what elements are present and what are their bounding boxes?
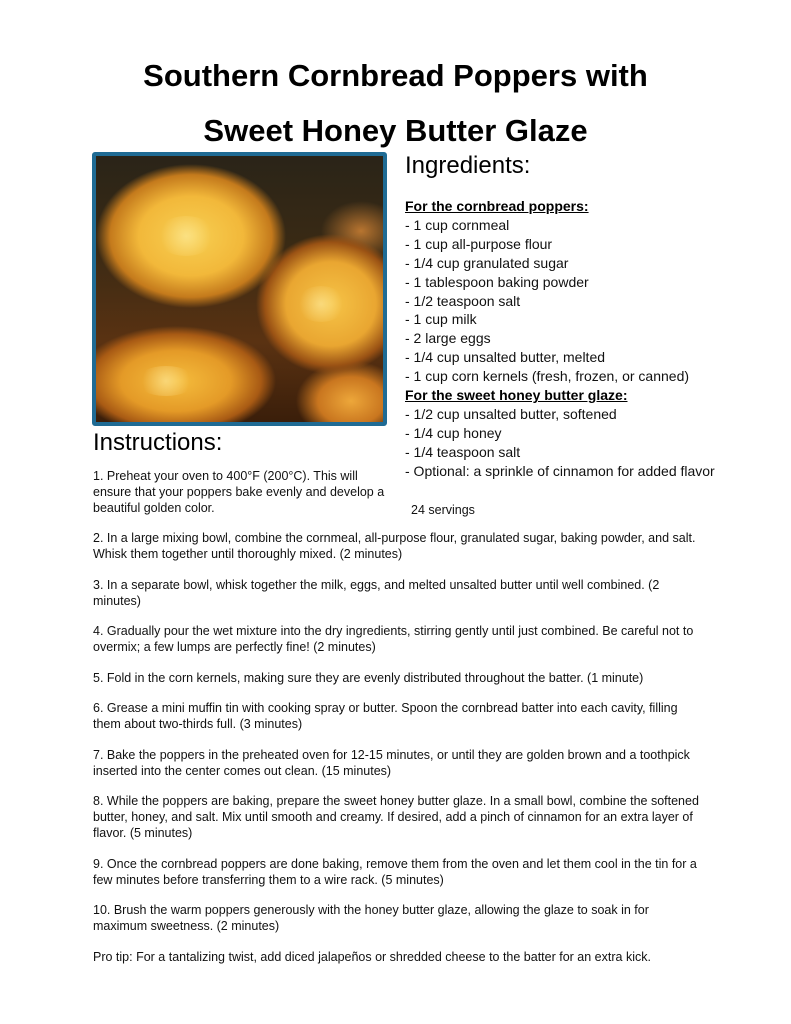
instruction-step: 4. Gradually pour the wet mixture into the dry ingredients, stirring gently until just combined. Be careful not to overmix; a few lumps are perfectly fine! (2 minutes) [93,624,694,654]
instruction-step: 6. Grease a mini muffin tin with cooking spray or butter. Spoon the cornbread batter into each cavity, filling them about two-thirds full. (3 minutes) [93,701,678,731]
ingredient-item: - 1/4 teaspoon salt [405,443,521,460]
servings-count: 24 servings [411,503,475,517]
ingredient-item: - 1/4 cup honey [405,424,502,441]
ingredient-item: - 1/2 teaspoon salt [405,292,521,309]
instruction-step: 8. While the poppers are baking, prepare the sweet honey butter glaze. In a small bowl, combine the softened butter, honey, and salt. Mix until smooth and creamy. If desired, add a pinch of cinnamon for an extra layer of flavor. (5 minutes) [93,794,699,840]
instruction-step: 3. In a separate bowl, whisk together the milk, eggs, and melted unsalted butter until well combined. (2 minutes) [93,577,660,608]
recipe-title [0,48,791,158]
photo-highlight [296,286,346,322]
instruction-step: 7. Bake the poppers in the preheated oven for 12-15 minutes, or until they are golden brown and a toothpick inserted into the center comes out clean. (15 minutes) [93,747,690,778]
instruction-step: 5. Fold in the corn kernels, making sure they are evenly distributed throughout the batter. (1 minute) [93,670,644,685]
ingredient-item: - 1 cup cornmeal [405,216,510,233]
ingredient-item: - 1/4 cup unsalted butter, melted [405,349,606,366]
ingredient-item: - 1 tablespoon baking powder [405,273,589,290]
ingredient-group-title: For the cornbread poppers: [405,198,589,214]
ingredient-item: - 1 cup milk [405,311,477,328]
ingredient-group-title: For the sweet honey butter glaze: [405,387,628,404]
ingredient-item: - 1 cup corn kernels (fresh, frozen, or canned) [405,368,690,385]
instruction-step: 9. Once the cornbread poppers are done baking, remove them from the oven and let them cool in the tin for a few minutes before transferring them to a wire rack. (5 minutes) [93,856,697,887]
ingredient-item: - 2 large eggs [405,330,491,347]
instructions-heading: Instructions: [93,429,223,456]
recipe-title-line-2: Sweet Honey Butter Glaze [203,113,588,148]
ingredients-list [405,197,775,481]
instruction-step: 2. In a large mixing bowl, combine the cornmeal, all-purpose flour, granulated sugar, baking powder, and salt. Whisk them together until thoroughly mixed. (2 minutes) [93,531,696,561]
instruction-step: 1. Preheat your oven to 400°F (200°C). This will ensure that your poppers bake evenly and develop a beautiful golden color. [93,469,385,515]
instruction-step: 10. Brush the warm poppers generously with the honey butter glaze, allowing the glaze to soak in for maximum sweetness. (2 minutes) [93,903,649,933]
ingredients-heading: Ingredients: [405,152,531,179]
pro-tip: Pro tip: For a tantalizing twist, add diced jalapeños or shredded cheese to the batter for an extra kick. [93,949,651,964]
instructions-list [93,530,703,979]
photo-highlight [156,216,216,256]
ingredient-item: - 1 cup all-purpose flour [405,235,553,252]
photo-highlight [136,366,196,396]
ingredient-item: - 1/2 cup unsalted butter, softened [405,405,617,422]
recipe-title-line-1: Southern Cornbread Poppers with [143,58,648,93]
ingredient-item: - Optional: a sprinkle of cinnamon for added flavor [405,462,715,479]
recipe-photo [92,152,387,426]
ingredient-item: - 1/4 cup granulated sugar [405,254,569,271]
